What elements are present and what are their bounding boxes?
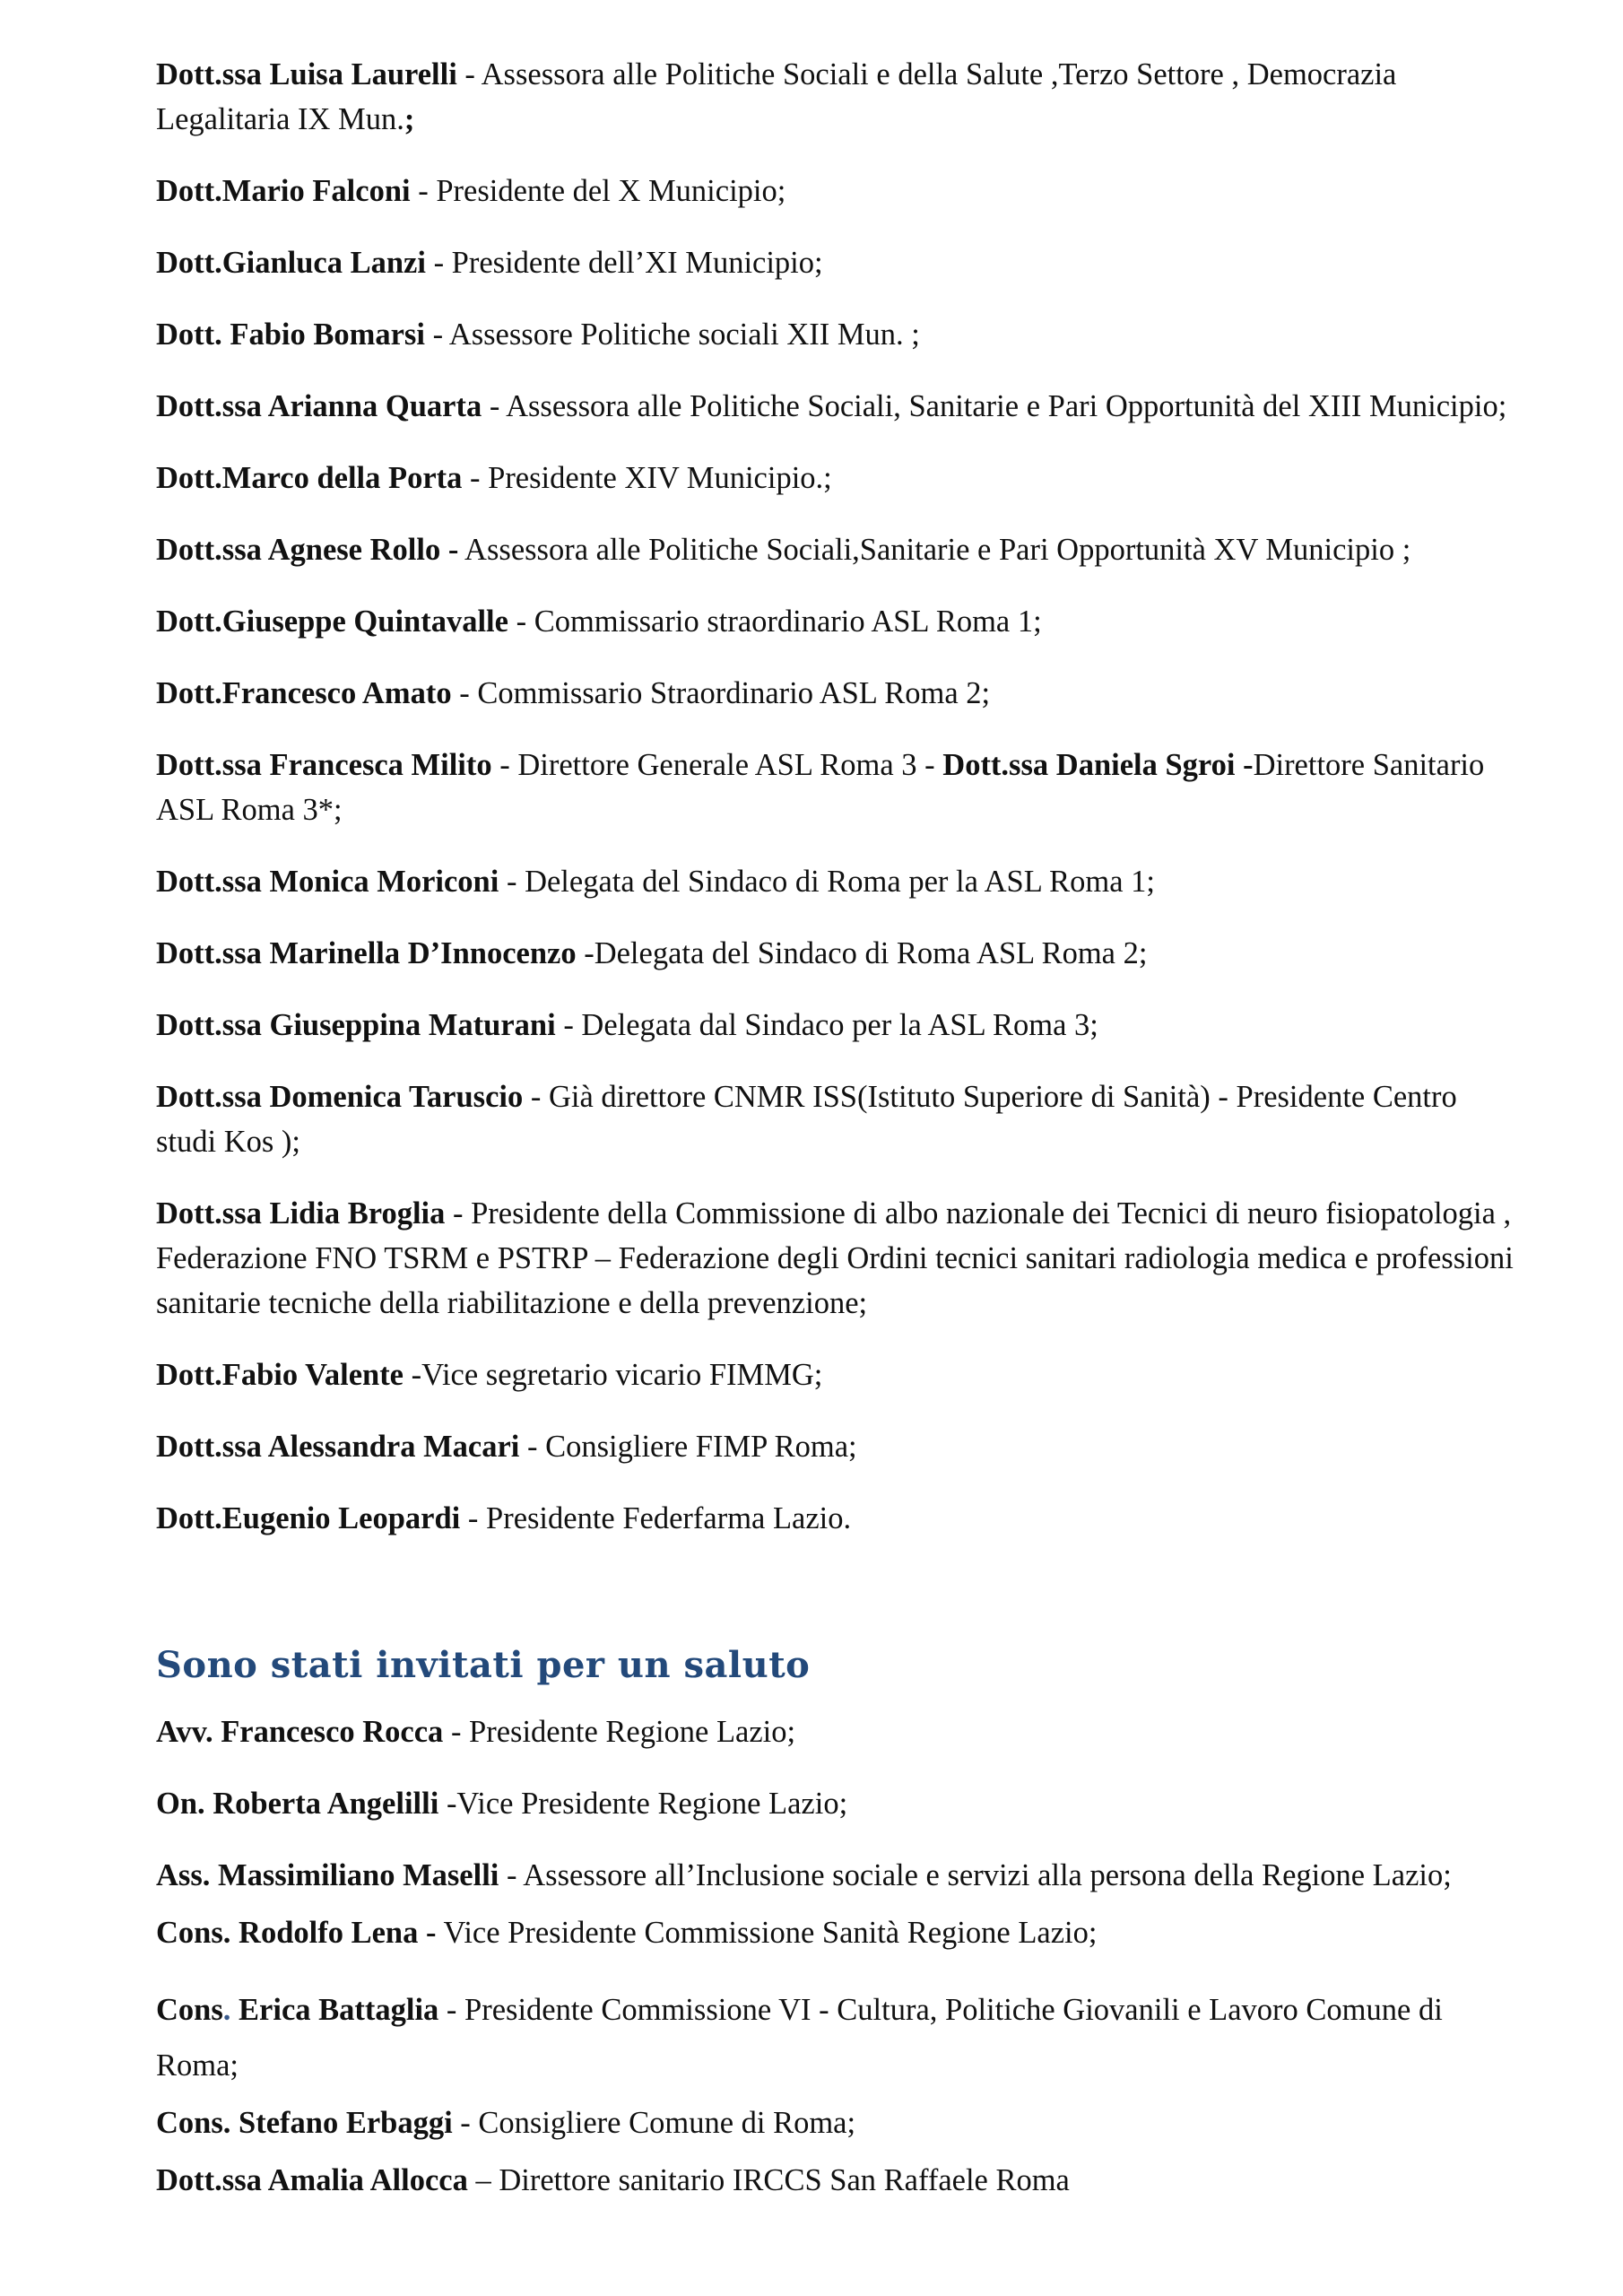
- participant-name: Dott.ssa Lidia Broglia: [156, 1196, 446, 1231]
- invited-name: Cons. Stefano Erbaggi: [156, 2106, 453, 2140]
- participant-entry: [156, 52, 1519, 142]
- participant-name: Dott.ssa Monica Moriconi: [156, 865, 499, 899]
- invited-role: Vice Presidente Commissione Sanità Regione Lazio;: [436, 1916, 1098, 1950]
- participant-name: Dott.Marco della Porta: [156, 461, 463, 495]
- invited-name: Cons: [156, 1993, 223, 2027]
- participant-entry: [156, 1074, 1519, 1164]
- participant-name: Dott.ssa Arianna Quarta: [156, 389, 482, 423]
- participant-role: -Delegata del Sindaco di Roma ASL Roma 2;: [576, 936, 1148, 970]
- participant-role: - Delegata del Sindaco di Roma per la ASL Roma 1;: [499, 865, 1156, 899]
- participant-name: Dott.ssa Marinella D’Innocenzo: [156, 936, 577, 970]
- participant-role: - Assessora alle Politiche Sociali, Sanitarie e Pari Opportunità del XIII Municipio;: [482, 389, 1507, 423]
- participant-role: - Commissario Straordinario ASL Roma 2;: [451, 676, 991, 710]
- document-page: [156, 52, 1519, 2230]
- participant-entry: [156, 384, 1519, 429]
- participant-role: -Vice segretario vicario FIMMG;: [404, 1358, 823, 1392]
- participant-name: Dott. Fabio Bomarsi: [156, 317, 425, 352]
- participant-name: Dott.ssa Francesca Milito: [156, 748, 492, 782]
- invited-role: - Assessore all’Inclusione sociale e servizi alla persona della Regione Lazio;: [499, 1858, 1452, 1892]
- participant-role-second: Direttore Sanitario ASL Roma 3*;: [156, 748, 1485, 827]
- participant-role: - Assessora alle Politiche Sociali e della Salute ,Terzo Settore , Democrazia Legalitaria IX Mun.: [156, 57, 1397, 136]
- invited-entry: [156, 1853, 1519, 1898]
- participant-name: Dott.Eugenio Leopardi: [156, 1501, 461, 1535]
- participant-name: Dott.ssa Luisa Laurelli: [156, 57, 457, 91]
- participant-entry: [156, 456, 1519, 500]
- invited-name-dot: .: [222, 1993, 231, 2027]
- participant-role: - Delegata dal Sindaco per la ASL Roma 3;: [555, 1008, 1098, 1042]
- participant-name: Dott.ssa Giuseppina Maturani: [156, 1008, 556, 1042]
- invited-entry: [156, 1910, 1519, 1955]
- invited-role: - Presidente Regione Lazio;: [443, 1715, 796, 1749]
- participant-role: - Presidente del X Municipio;: [410, 174, 786, 208]
- section-spacer: [156, 1568, 1519, 1641]
- participant-entry: [156, 527, 1519, 572]
- participant-entry: [156, 743, 1519, 832]
- invited-name: Avv. Francesco Rocca: [156, 1715, 444, 1749]
- participant-role: - Presidente Federfarma Lazio.: [460, 1501, 852, 1535]
- invited-role: - Consigliere Comune di Roma;: [452, 2106, 856, 2140]
- invited-name: Cons. Rodolfo Lena -: [156, 1916, 437, 1950]
- participant-entry: [156, 671, 1519, 716]
- participant-name: Dott.ssa Domenica Taruscio: [156, 1080, 524, 1114]
- participant-entry: [156, 169, 1519, 213]
- participant-entry: [156, 859, 1519, 904]
- participant-entry: [156, 931, 1519, 976]
- invited-name: Ass. Massimiliano Maselli: [156, 1858, 499, 1892]
- participant-entry: [156, 1496, 1519, 1541]
- participant-role: - Commissario straordinario ASL Roma 1;: [508, 604, 1042, 639]
- invited-name: On. Roberta Angelilli: [156, 1787, 439, 1821]
- invited-entry: [156, 2158, 1519, 2203]
- invited-entry: [156, 1709, 1519, 1754]
- participant-entry: [156, 1352, 1519, 1397]
- participant-role: - Direttore Generale ASL Roma 3 -: [491, 748, 943, 782]
- participant-entry: [156, 312, 1519, 357]
- participant-entry: [156, 1424, 1519, 1469]
- participant-role: Assessora alle Politiche Sociali,Sanitarie e Pari Opportunità XV Municipio ;: [458, 533, 1411, 567]
- participant-name-second: Dott.ssa Daniela Sgroi -: [942, 748, 1254, 782]
- participant-name: Dott.Francesco Amato: [156, 676, 452, 710]
- invited-name: Dott.ssa Amalia Allocca: [156, 2163, 468, 2197]
- invited-role: -Vice Presidente Regione Lazio;: [438, 1787, 848, 1821]
- participant-entry: [156, 240, 1519, 285]
- participant-role: - Presidente della Commissione di albo nazionale dei Tecnici di neuro fisiopatologia , Federazione FNO TSRM e PSTRP – Federazione degli Ordini tecnici sanitari radiologia medica e professioni sanitarie tecniche della riabilitazione e della prevenzione;: [156, 1196, 1514, 1320]
- participant-entry: [156, 1191, 1519, 1326]
- invited-entry: [156, 2100, 1519, 2145]
- participant-name: Dott.Fabio Valente: [156, 1358, 404, 1392]
- invited-role: – Direttore sanitario IRCCS San Raffaele Roma: [467, 2163, 1070, 2197]
- participant-role: - Presidente XIV Municipio.;: [462, 461, 832, 495]
- participant-role: - Consigliere FIMP Roma;: [519, 1430, 857, 1464]
- participant-name: Dott.ssa Alessandra Macari: [156, 1430, 520, 1464]
- participant-name: Dott.Giuseppe Quintavalle: [156, 604, 508, 639]
- participant-role: - Assessore Politiche sociali XII Mun. ;: [424, 317, 920, 352]
- section-heading: Sono stati invitati per un saluto: [156, 1644, 811, 1686]
- invited-entry: [156, 1781, 1519, 1826]
- participant-name: Dott.ssa Agnese Rollo -: [156, 533, 459, 567]
- participant-name: Dott.Mario Falconi: [156, 174, 411, 208]
- participant-name: Dott.Gianluca Lanzi: [156, 246, 426, 280]
- invited-entry: [156, 1982, 1519, 2093]
- invited-role: - Presidente Commissione VI - Cultura, Politiche Giovanili e Lavoro Comune di Roma;: [156, 1993, 1443, 2083]
- participant-role: - Presidente dell’XI Municipio;: [425, 246, 823, 280]
- participant-tail: ;: [404, 102, 415, 136]
- participant-entry: [156, 1003, 1519, 1048]
- participant-entry: [156, 599, 1519, 644]
- invited-name-rest: Erica Battaglia: [230, 1993, 439, 2027]
- participant-role: - Già direttore CNMR ISS(Istituto Superiore di Sanità) - Presidente Centro studi Kos );: [156, 1080, 1457, 1159]
